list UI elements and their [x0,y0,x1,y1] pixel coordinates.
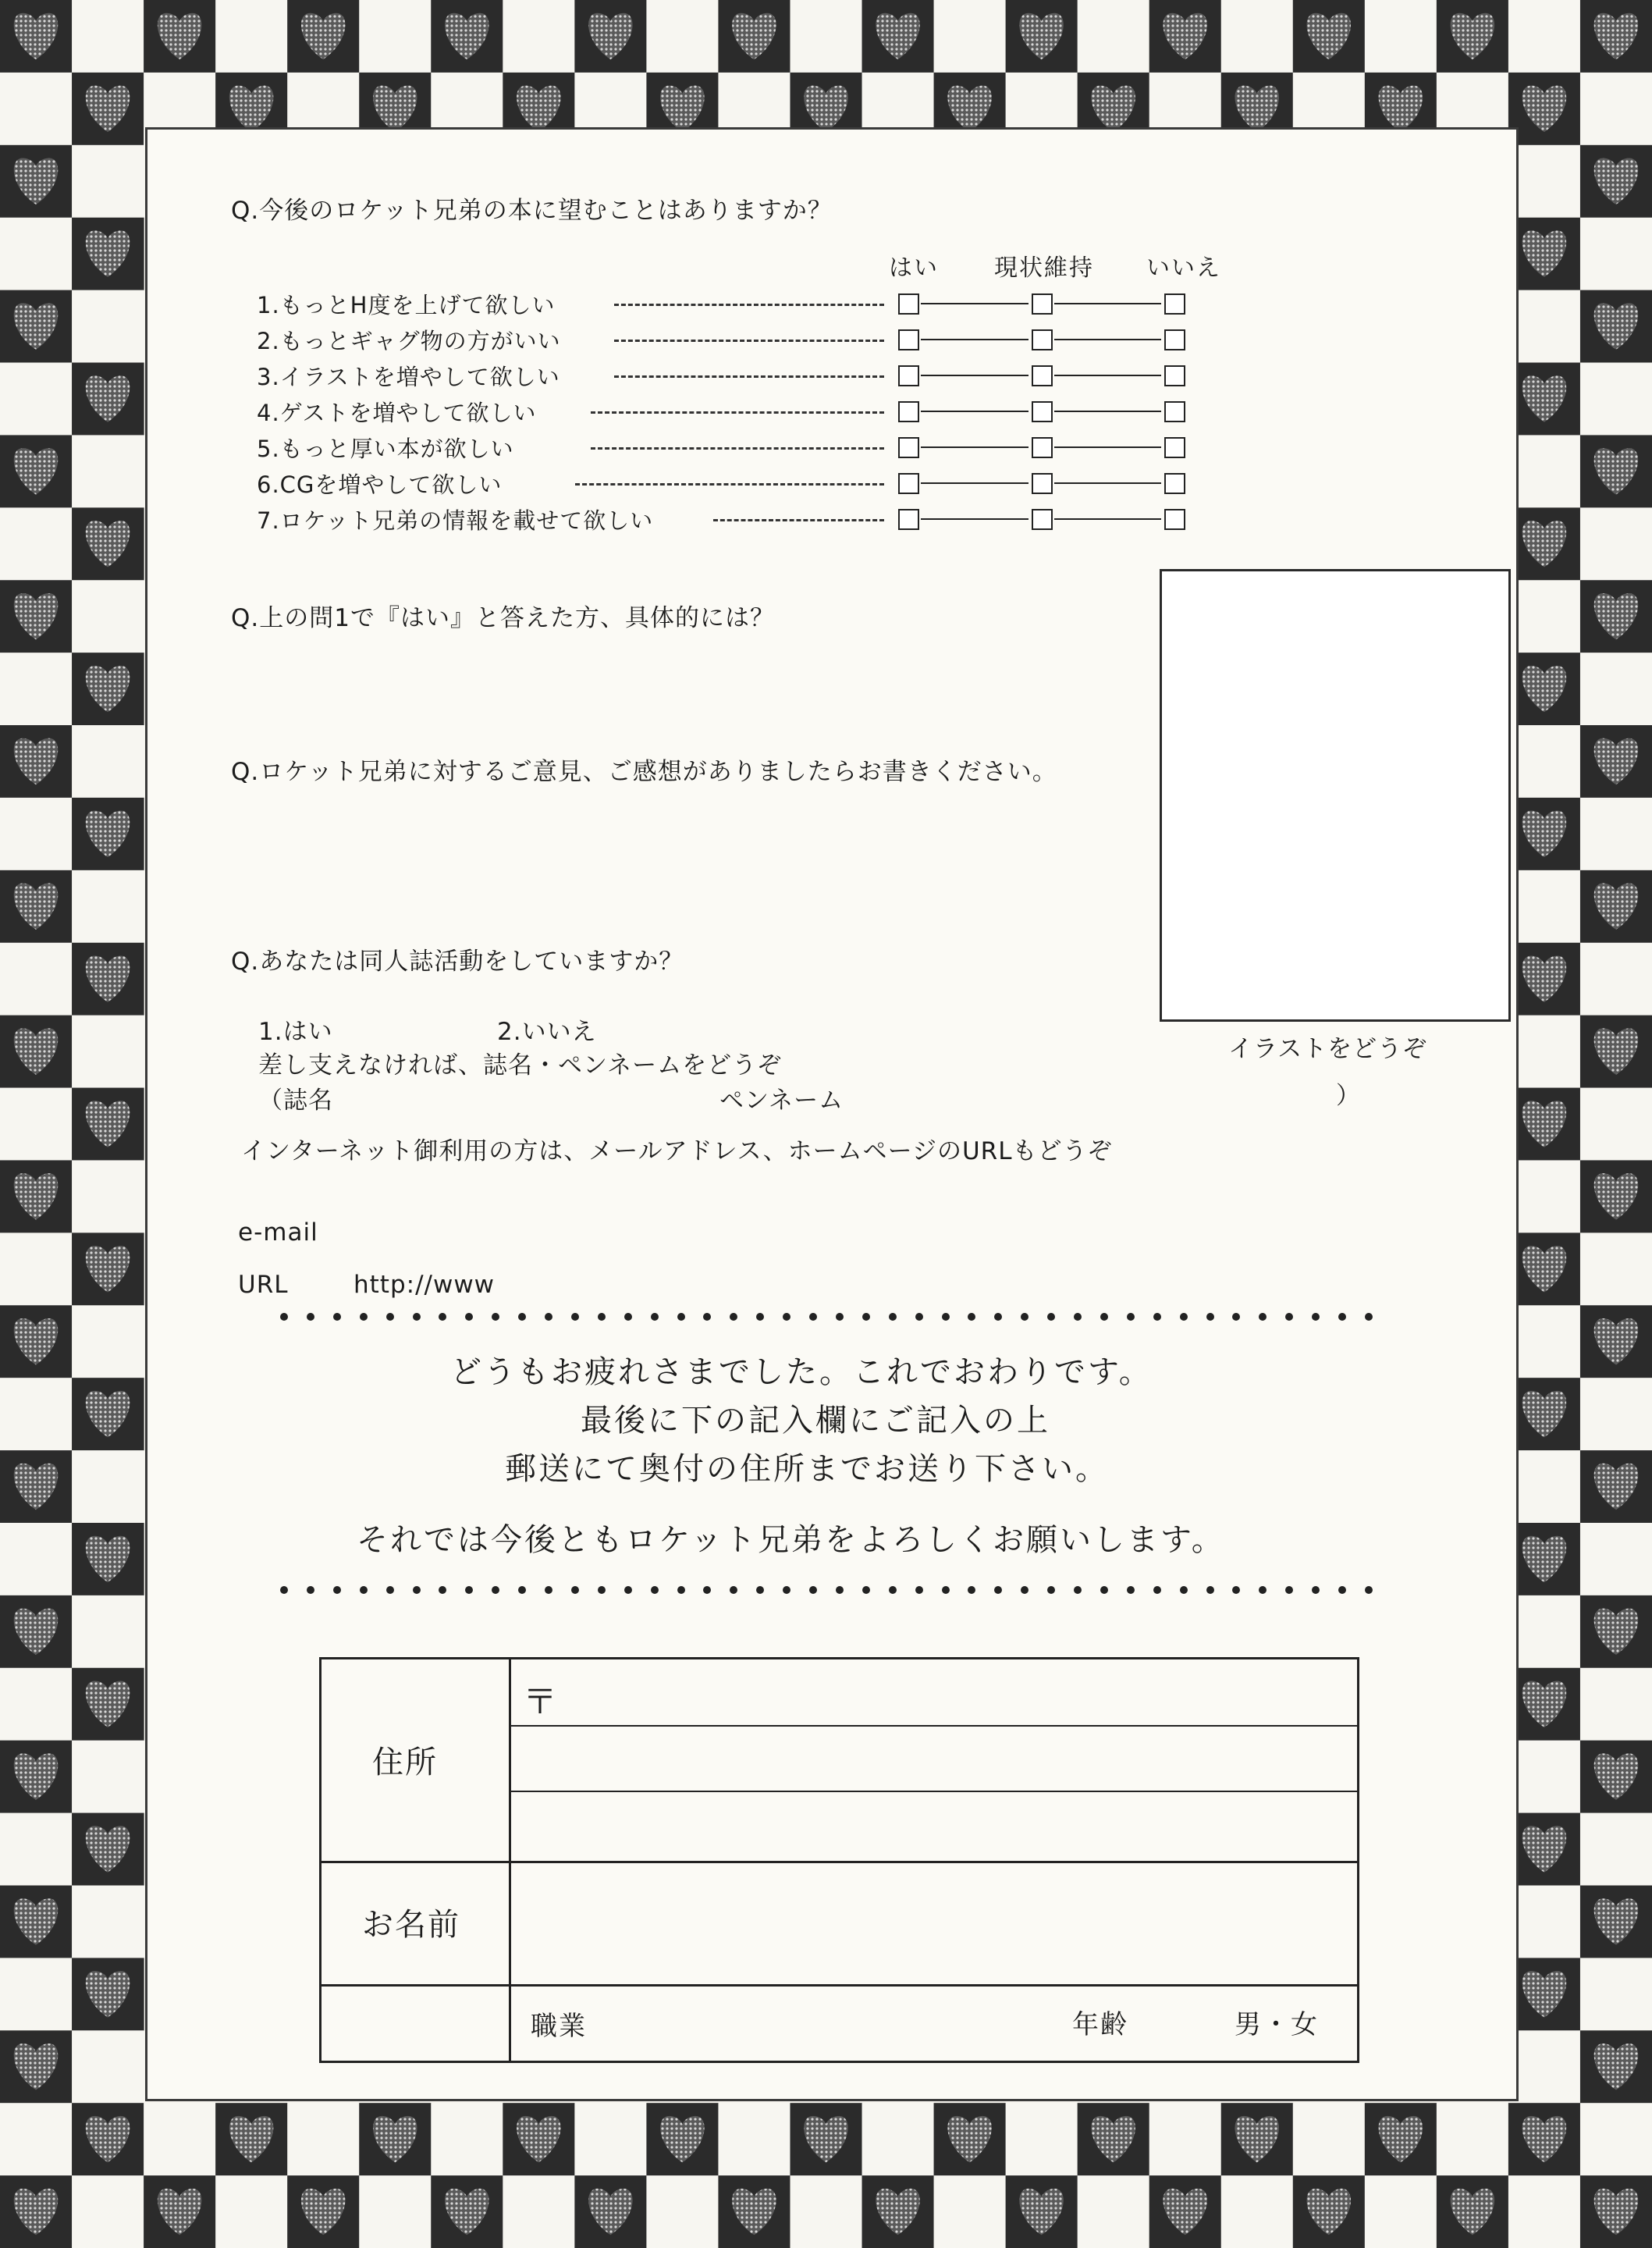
divider-dot [1127,1313,1135,1321]
divider-dot [1259,1313,1267,1321]
divider-dot [1100,1586,1108,1594]
border-light-tile [72,1450,144,1523]
divider-dot [994,1313,1002,1321]
border-light-tile [1508,1450,1581,1523]
divider-dot [386,1586,394,1594]
divider-dot [360,1313,368,1321]
name-occupation-separator [322,1984,1357,1987]
q1-question: Q.今後のロケット兄弟の本に望むことはありますか？ [231,197,833,225]
leader-dashes [575,483,884,486]
border-light-tile [1580,1523,1652,1595]
leader-dashes [591,411,884,414]
q1-header-unchanged: 現状維持 [994,254,1094,282]
divider-dot [915,1586,923,1594]
divider-dot [571,1586,579,1594]
scale-connector-line [1054,303,1161,304]
dotted-divider-bottom [280,1586,1373,1595]
border-light-tile [503,0,575,73]
border-light-tile [1580,653,1652,725]
q1-item-row [257,357,560,393]
divider-dot [1232,1586,1240,1594]
divider-dot [333,1586,341,1594]
divider-dot [836,1586,844,1594]
divider-dot [545,1586,552,1594]
divider-dot [1047,1586,1055,1594]
divider-dot [1285,1313,1293,1321]
scale-connector-line [921,411,1029,412]
divider-dot [1338,1586,1346,1594]
border-light-tile [72,2030,144,2103]
border-light-tile [1508,290,1581,363]
border-light-tile [1508,0,1581,73]
checkbox-yes[interactable] [898,401,919,422]
border-light-tile [72,1595,144,1668]
border-light-tile [790,0,862,73]
closing-line-4: それでは今後ともロケット兄弟をよろしくお願いします。 [357,1522,1225,1558]
address-label: 住所 [372,1745,438,1780]
q4-prompt: 差し支えなければ、誌名・ペンネームをどうぞ [258,1051,783,1080]
border-light-tile [0,363,73,436]
divider-dot [968,1586,975,1594]
scale-connector-line [921,339,1029,340]
divider-dot [809,1586,817,1594]
checkbox-unchanged[interactable] [1032,293,1053,315]
border-light-tile [0,218,73,290]
postal-code-field[interactable] [517,1663,1352,1722]
divider-dot [571,1313,579,1321]
border-light-tile [72,435,144,507]
border-light-tile [72,1016,144,1088]
border-light-tile [72,1741,144,1813]
scale-connector-line [921,375,1029,376]
scale-connector-line [1054,339,1161,340]
checkbox-yes[interactable] [898,329,919,350]
name-field[interactable] [517,1866,1352,1981]
divider-dot [1180,1313,1188,1321]
divider-dot [968,1313,975,1321]
border-light-tile [359,0,432,73]
q4-magazine-label: （誌名 [258,1087,333,1115]
border-light-tile [72,290,144,363]
divider-dot [1100,1313,1108,1321]
q1-item-row [257,286,555,322]
border-light-tile [1580,798,1652,870]
border-light-tile [1293,2103,1366,2175]
divider-dot [624,1313,632,1321]
divider-dot [1021,1586,1029,1594]
checkbox-no[interactable] [1164,365,1185,386]
border-light-tile [1508,1016,1581,1088]
divider-dot [889,1313,897,1321]
closing-line-1: どうもお疲れさまでした。これでおわりです。 [450,1354,1153,1390]
q1-item-label: 5.もっと厚い本が欲しい [257,435,514,462]
border-light-tile [72,145,144,218]
q1-item-row [257,322,561,357]
divider-dot [518,1313,526,1321]
divider-dot [624,1586,632,1594]
divider-dot [1153,1313,1161,1321]
q1-header-yes: はい [889,254,939,282]
scale-connector-line [921,303,1029,304]
border-light-tile [72,1885,144,1958]
divider-dot [386,1313,394,1321]
checkbox-unchanged[interactable] [1032,329,1053,350]
border-light-tile [574,2103,647,2175]
border-light-tile [1078,0,1150,73]
divider-dot [1285,1586,1293,1594]
name-label: お名前 [362,1907,460,1943]
checkbox-no[interactable] [1164,509,1185,530]
divider-dot [360,1586,368,1594]
border-light-tile [359,2175,432,2248]
border-light-tile [1149,2103,1222,2175]
survey-panel [145,127,1519,2101]
checkbox-unchanged[interactable] [1032,509,1053,530]
scale-connector-line [1054,518,1161,520]
checkbox-unchanged[interactable] [1032,437,1053,458]
border-light-tile [215,0,288,73]
q3-question: Q.ロケット兄弟に対するご意見、ご感想がありましたらお書きください。 [231,758,1057,786]
border-light-tile [0,798,73,870]
scale-connector-line [1054,375,1161,376]
border-light-tile [1508,2030,1581,2103]
border-light-tile [72,2175,144,2248]
checkbox-no[interactable] [1164,437,1185,458]
scale-connector-line [1054,411,1161,412]
closing-line-2: 最後に下の記入欄にご記入の上 [581,1403,1050,1439]
address-line-separator [509,1725,1357,1727]
divider-dot [1047,1313,1055,1321]
border-light-tile [0,1668,73,1741]
border-light-tile [1006,2103,1078,2175]
border-light-tile [503,2175,575,2248]
closing-line-3: 郵送にて奥付の住所までお送り下さい。 [505,1451,1109,1487]
divider-dot [333,1313,341,1321]
border-light-tile [72,1305,144,1378]
q4-option-yes[interactable]: 1.はい [258,1018,333,1046]
leader-dashes [614,304,884,306]
divider-dot [836,1313,844,1321]
email-label: e-mail [238,1218,318,1247]
divider-dot [465,1586,473,1594]
occupation-label: 職業 [531,2011,587,2042]
divider-dot [889,1586,897,1594]
border-light-tile [1221,2175,1294,2248]
divider-dot [730,1313,737,1321]
divider-dot [465,1313,473,1321]
border-light-tile [287,2103,360,2175]
address-line-separator [509,1791,1357,1792]
internet-prompt: インターネット御利用の方は、メールアドレス、ホームページのURLもどうぞ [241,1137,1113,1165]
divider-dot [783,1313,790,1321]
border-light-tile [1508,1160,1581,1232]
border-light-tile [934,0,1007,73]
label-column-divider [509,1659,511,2061]
q4-close-paren: ） [1336,1082,1361,1110]
border-light-tile [1508,1305,1581,1378]
border-light-tile [1508,145,1581,218]
divider-dot [413,1586,421,1594]
divider-dot [1312,1586,1320,1594]
border-light-tile [646,2175,719,2248]
q1-item-label: 6.CGを増やして欲しい [257,471,503,498]
border-light-tile [1580,363,1652,436]
divider-dot [756,1586,764,1594]
border-light-tile [431,2103,503,2175]
checkbox-no[interactable] [1164,401,1185,422]
border-light-tile [1437,2103,1509,2175]
border-light-tile [1580,507,1652,580]
border-light-tile [718,2103,790,2175]
border-light-tile [72,870,144,943]
checkbox-unchanged[interactable] [1032,473,1053,494]
divider-dot [1365,1313,1373,1321]
border-light-tile [1508,725,1581,798]
border-light-tile [1580,1813,1652,1886]
divider-dot [677,1586,685,1594]
q1-header-no: いいえ [1146,254,1221,282]
border-light-tile [1078,2175,1150,2248]
divider-dot [703,1313,711,1321]
divider-dot [942,1313,950,1321]
divider-dot [1074,1586,1082,1594]
border-light-tile [72,580,144,653]
checkbox-yes[interactable] [898,509,919,530]
divider-dot [598,1313,606,1321]
scale-connector-line [1054,482,1161,484]
illustration-caption: イラストをどうぞ [1228,1035,1428,1063]
border-light-tile [0,1813,73,1886]
q1-item-label: 2.もっとギャグ物の方がいい [257,327,561,354]
border-light-tile [0,507,73,580]
border-light-tile [0,653,73,725]
divider-dot [756,1313,764,1321]
divider-dot [1232,1313,1240,1321]
divider-dot [809,1313,817,1321]
url-label: URL [238,1271,289,1299]
checkbox-no[interactable] [1164,329,1185,350]
q1-item-row [257,501,653,537]
divider-dot [1127,1586,1135,1594]
border-light-tile [1365,2175,1437,2248]
border-light-tile [0,1378,73,1450]
border-light-tile [1580,2103,1652,2175]
border-light-tile [0,1523,73,1595]
divider-dot [942,1586,950,1594]
checkbox-unchanged[interactable] [1032,365,1053,386]
gender-label: 男・女 [1235,2009,1319,2040]
border-light-tile [1580,1088,1652,1161]
q1-item-label: 4.ゲストを増やして欲しい [257,399,537,426]
postal-mark: 〒 [523,1682,557,1722]
q1-item-row [257,429,514,465]
border-light-tile [1580,1958,1652,2030]
divider-dot [677,1313,685,1321]
divider-dot [703,1586,711,1594]
divider-dot [1021,1313,1029,1321]
border-light-tile [0,1088,73,1161]
checkbox-yes[interactable] [898,293,919,315]
divider-dot [651,1313,659,1321]
border-light-tile [72,725,144,798]
q2-question: Q.上の問1で『はい』と答えた方、具体的には？ [231,604,775,632]
border-light-tile [144,2103,216,2175]
border-light-tile [862,2103,935,2175]
divider-dot [862,1313,870,1321]
url-prefix: http://www [353,1271,496,1299]
divider-dot [280,1313,288,1321]
scale-connector-line [921,518,1029,520]
divider-dot [915,1313,923,1321]
divider-dot [545,1313,552,1321]
checkbox-yes[interactable] [898,365,919,386]
divider-dot [1153,1586,1161,1594]
q4-penname-label: ペンネーム [719,1087,844,1115]
divider-dot [1365,1586,1373,1594]
divider-dot [598,1586,606,1594]
border-light-tile [1508,2175,1581,2248]
age-label: 年齢 [1072,2009,1128,2040]
leader-dashes [713,519,884,521]
divider-dot [439,1586,446,1594]
divider-dot [994,1586,1002,1594]
checkbox-unchanged[interactable] [1032,401,1053,422]
divider-dot [439,1313,446,1321]
divider-dot [413,1313,421,1321]
address-form [319,1657,1359,2063]
divider-dot [1180,1586,1188,1594]
border-light-tile [1365,0,1437,73]
address-field-line-3[interactable] [517,1795,1352,1858]
border-light-tile [0,1232,73,1305]
divider-dot [783,1586,790,1594]
border-light-tile [1580,1668,1652,1741]
leader-dashes [614,375,884,378]
divider-dot [492,1586,499,1594]
occupation-field[interactable] [649,1990,1055,2056]
scale-connector-line [921,482,1029,484]
border-light-tile [1508,1741,1581,1813]
q1-item-label: 3.イラストを増やして欲しい [257,363,560,390]
q4-option-no[interactable]: 2.いいえ [497,1018,597,1046]
checkbox-yes[interactable] [898,437,919,458]
border-light-tile [1580,1232,1652,1305]
border-light-tile [0,943,73,1016]
divider-dot [280,1586,288,1594]
address-field-line-2[interactable] [517,1730,1352,1787]
q1-item-row [257,393,537,429]
border-light-tile [1508,1595,1581,1668]
dotted-divider-top [280,1313,1373,1322]
border-light-tile [790,2175,862,2248]
checkbox-yes[interactable] [898,473,919,494]
border-light-tile [1580,943,1652,1016]
border-light-tile [1508,580,1581,653]
q1-item-label: 1.もっとH度を上げて欲しい [257,291,556,318]
border-light-tile [1221,0,1294,73]
border-light-tile [0,1958,73,2030]
checkbox-no[interactable] [1164,293,1185,315]
border-light-tile [0,2103,73,2175]
border-light-tile [0,73,73,145]
age-field[interactable] [1141,1990,1227,2056]
border-light-tile [72,0,144,73]
border-light-tile [934,2175,1007,2248]
border-light-tile [215,2175,288,2248]
border-light-tile [1508,1885,1581,1958]
border-light-tile [646,0,719,73]
scale-connector-line [921,446,1029,448]
divider-dot [1206,1313,1214,1321]
divider-dot [1206,1586,1214,1594]
q4-question: Q.あなたは同人誌活動をしていますか？ [231,948,684,976]
checkbox-no[interactable] [1164,473,1185,494]
leader-dashes [614,340,884,342]
border-light-tile [1580,218,1652,290]
divider-dot [1312,1313,1320,1321]
divider-dot [492,1313,499,1321]
q1-item-row [257,465,502,501]
divider-dot [307,1313,314,1321]
q1-item-label: 7.ロケット兄弟の情報を載せて欲しい [257,507,654,534]
divider-dot [651,1586,659,1594]
divider-dot [862,1586,870,1594]
border-light-tile [72,1160,144,1232]
divider-dot [730,1586,737,1594]
border-light-tile [1580,1378,1652,1450]
divider-dot [1074,1313,1082,1321]
address-name-separator [322,1861,1357,1863]
divider-dot [307,1586,314,1594]
border-light-tile [1580,73,1652,145]
illustration-box[interactable] [1160,569,1511,1022]
scale-connector-line [1054,446,1161,448]
leader-dashes [591,447,884,450]
divider-dot [1259,1586,1267,1594]
border-light-tile [1508,870,1581,943]
divider-dot [1338,1313,1346,1321]
border-light-tile [1508,435,1581,507]
divider-dot [518,1586,526,1594]
